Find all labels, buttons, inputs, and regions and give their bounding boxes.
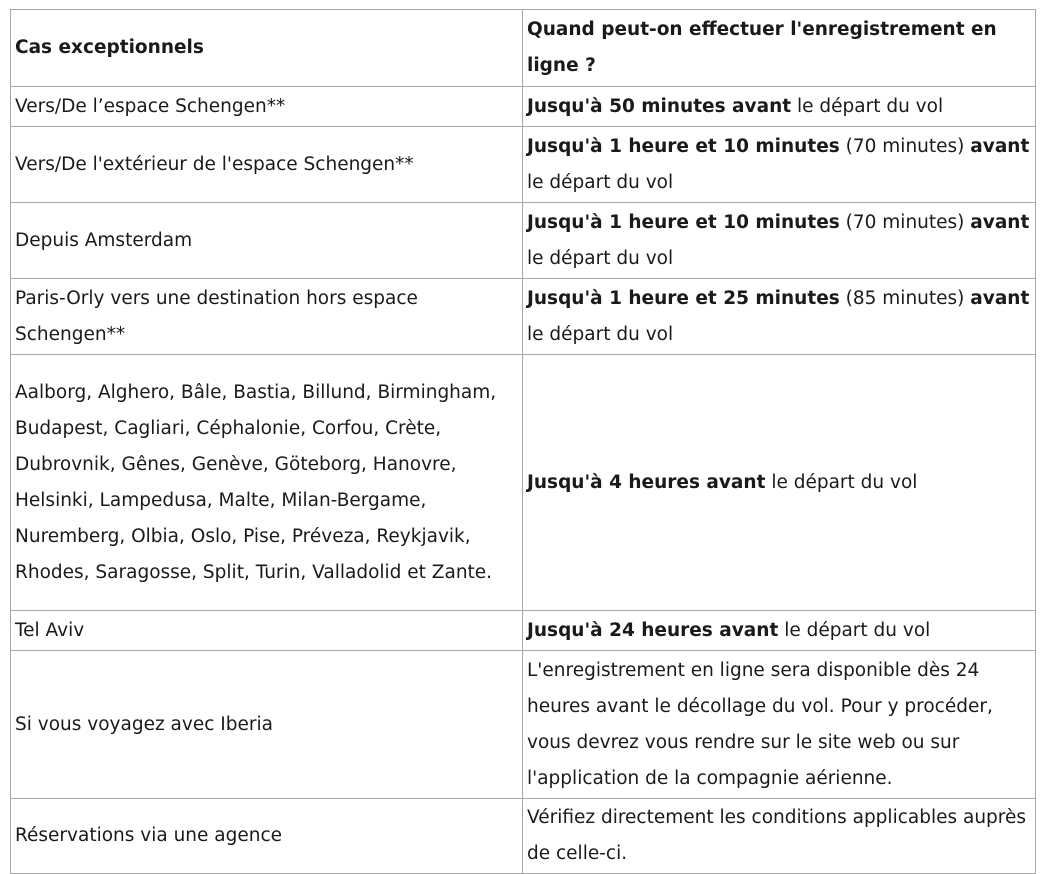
when-rest: le départ du vol	[527, 171, 674, 193]
case-cell: Réservations via une agence	[11, 799, 523, 874]
table-row	[11, 203, 1036, 279]
when-cell	[523, 279, 1036, 355]
case-cell: Aalborg, Alghero, Bâle, Bastia, Billund, Birmingham, Budapest, Cagliari, Céphalonie, Corfou, Crète, Dubrovnik, Gênes, Genève, Göteborg, Hanovre, Helsinki, Lampedusa, Malte, Milan-Bergame, Nuremberg, Olbia, Oslo, Pise, Préveza, Reykjavik, Rhodes, Saragosse, Split, Turin, Valladolid et Zante.	[11, 355, 523, 611]
table-header-row	[11, 10, 1036, 87]
case-cell: Vers/De l'extérieur de l'espace Schengen**	[11, 127, 523, 203]
table-row	[11, 611, 1036, 651]
table-row	[11, 127, 1036, 203]
table-row	[11, 87, 1036, 127]
case-cell: Paris-Orly vers une destination hors espace Schengen**	[11, 279, 523, 355]
case-cell: Depuis Amsterdam	[11, 203, 523, 279]
when-bold: Jusqu'à 50 minutes avant	[527, 95, 792, 117]
when-bold-avant: avant	[970, 211, 1030, 233]
when-cell	[523, 203, 1036, 279]
when-bold: Jusqu'à 24 heures avant	[527, 619, 779, 641]
header-quand-enregistrement: Quand peut-on effectuer l'enregistrement en ligne ?	[523, 10, 1036, 87]
when-bold: Jusqu'à 1 heure et 25 minutes	[527, 287, 840, 309]
when-rest: le départ du vol	[791, 95, 944, 117]
table-row	[11, 651, 1036, 799]
when-cell	[523, 87, 1036, 127]
when-bold: Jusqu'à 4 heures avant	[527, 471, 766, 493]
when-rest: le départ du vol	[765, 471, 918, 493]
when-rest: le départ du vol	[778, 619, 931, 641]
when-rest: le départ du vol	[527, 247, 674, 269]
when-cell	[523, 127, 1036, 203]
table-row	[11, 355, 1036, 611]
when-bold: Jusqu'à 1 heure et 10 minutes	[527, 211, 840, 233]
when-cell	[523, 355, 1036, 611]
case-cell: Vers/De l’espace Schengen**	[11, 87, 523, 127]
case-cell: Tel Aviv	[11, 611, 523, 651]
when-cell: Vérifiez directement les conditions applicables auprès de celle-ci.	[523, 799, 1036, 874]
when-bold-avant: avant	[970, 135, 1030, 157]
when-cell	[523, 611, 1036, 651]
when-mid: (85 minutes)	[839, 287, 971, 309]
content-area	[10, 9, 1036, 874]
when-bold-avant: avant	[970, 287, 1030, 309]
checkin-exceptions-table	[10, 9, 1036, 874]
table-row	[11, 799, 1036, 874]
table-row	[11, 279, 1036, 355]
when-bold: Jusqu'à 1 heure et 10 minutes	[527, 135, 840, 157]
when-mid: (70 minutes)	[839, 211, 971, 233]
when-rest: le départ du vol	[527, 323, 674, 345]
when-mid: (70 minutes)	[839, 135, 971, 157]
when-cell: L'enregistrement en ligne sera disponible dès 24 heures avant le décollage du vol. Pour y procéder, vous devrez vous rendre sur le site web ou sur l'application de la compagnie aérienne.	[523, 651, 1036, 799]
case-cell: Si vous voyagez avec Iberia	[11, 651, 523, 799]
header-cas-exceptionnels: Cas exceptionnels	[11, 10, 523, 87]
